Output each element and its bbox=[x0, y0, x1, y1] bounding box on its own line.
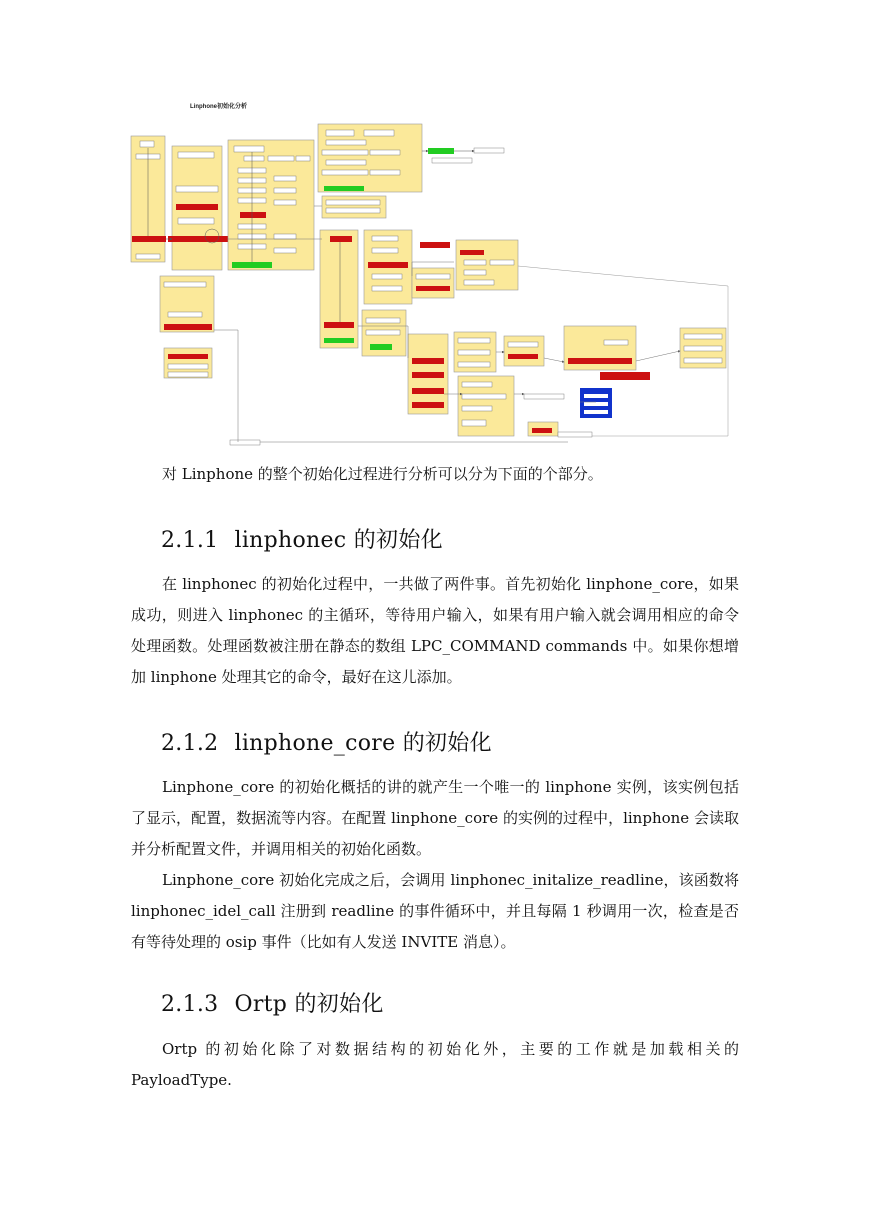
section-2-1-1-paragraph: 在 linphonec 的初始化过程中，一共做了两件事。首先初始化 linphone_core，如果成功，则进入 linphonec 的主循环，等待用户输入，如果有用户输入就会调用相应的命令处理函数。处理函数被注册在静态的数组 LPC_COMMAND commands 中。如果你想增加 linphone 处理其它的命令，最好在这儿添加。 bbox=[131, 575, 739, 686]
section-number: 2.1.3 bbox=[161, 992, 219, 1017]
section-number: 2.1.2 bbox=[161, 731, 219, 756]
section-2-1-2-paragraph-2: Linphone_core 初始化完成之后，会调用 linphonec_initalize_readline，该函数将 linphonec_idel_call 注册到 readline 的事件循环中，并且每隔 1 秒调用一次，检查是否有等待处理的 osip 事件（比如有人发送 INVITE 消息）。 bbox=[131, 871, 739, 951]
section-heading-2-1-1 bbox=[161, 523, 443, 554]
diagram-title: Linphone初始化分析 bbox=[190, 104, 247, 110]
section-title: Ortp 的初始化 bbox=[234, 992, 384, 1017]
section-2-1-3-paragraph: Ortp 的初始化除了对数据结构的初始化外，主要的工作就是加载相关的 PayloadType. bbox=[131, 1040, 739, 1089]
section-title: linphone_core 的初始化 bbox=[234, 731, 492, 756]
section-heading-2-1-2 bbox=[161, 726, 492, 757]
linphone-init-flow-diagram bbox=[128, 96, 740, 448]
section-2-1-2-paragraph-1: Linphone_core 的初始化概括的讲的就产生一个唯一的 linphone 实例，该实例包括了显示，配置，数据流等内容。在配置 linphone_core 的实例的过程中，linphone 会读取并分析配置文件，并调用相关的初始化函数。 bbox=[131, 778, 739, 858]
section-heading-2-1-3 bbox=[161, 987, 384, 1018]
figure-caption: 对 Linphone 的整个初始化过程进行分析可以分为下面的个部分。 bbox=[162, 465, 603, 483]
section-number: 2.1.1 bbox=[161, 528, 219, 553]
section-title: linphonec 的初始化 bbox=[234, 528, 443, 553]
